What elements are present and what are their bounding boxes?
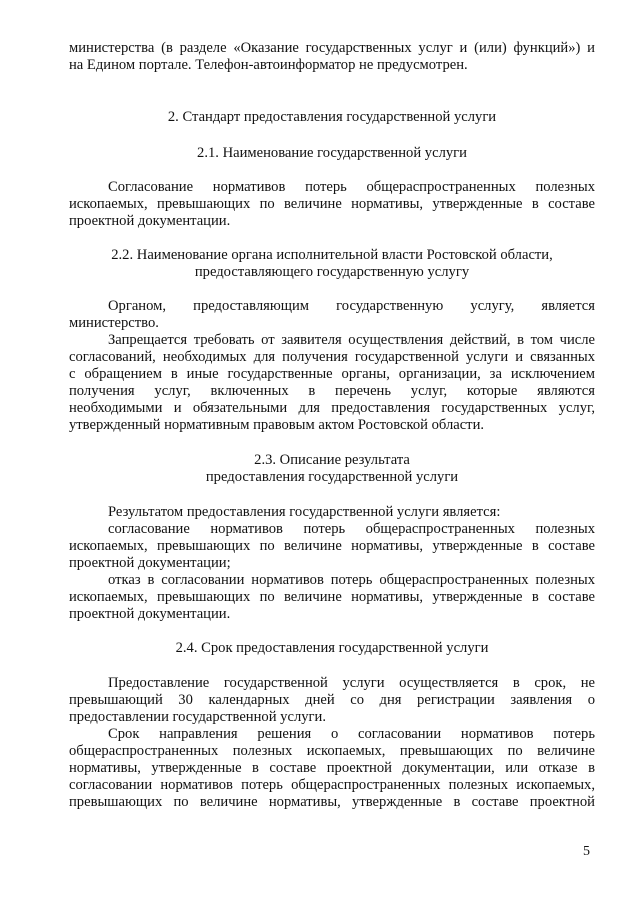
paragraph-line: проектной документации.: [69, 606, 231, 622]
paragraph-line: превышающих по величине нормативы, утвержденные в составе проектной: [69, 794, 595, 810]
section-title: 2. Стандарт предоставления государственной услуги: [167, 109, 497, 125]
page-number: 5: [583, 844, 590, 859]
paragraph-line: Срок направления решения о согласовании нормативов потерь: [108, 726, 595, 742]
paragraph-line: Запрещается требовать от заявителя осуществления действий, в том числе: [108, 332, 595, 348]
subsection-title: 2.2. Наименование органа исполнительной власти Ростовской области,: [111, 247, 553, 263]
paragraph-line: Органом, предоставляющим государственную услугу, является: [108, 298, 595, 314]
paragraph-line: общераспространенных полезных ископаемых, превышающих по величине: [69, 743, 595, 759]
paragraph-line: получения услуг, включенных в перечень услуг, которые являются: [69, 383, 595, 399]
paragraph-line: Результатом предоставления государственной услуги является:: [108, 504, 501, 520]
paragraph-line: ископаемых, превышающих по величине нормативы, утвержденные в составе: [69, 538, 595, 554]
subsection-title: предоставления государственной услуги: [205, 469, 459, 485]
subsection-title: 2.3. Описание результата: [254, 452, 410, 468]
subsection-title: 2.1. Наименование государственной услуги: [197, 145, 467, 161]
paragraph-line: отказ в согласовании нормативов потерь общераспространенных полезных: [108, 572, 595, 588]
paragraph-line: ископаемых, превышающих по величине нормативы, утвержденные в составе: [69, 589, 595, 605]
paragraph-line: превышающий 30 календарных дней со дня регистрации заявления о: [69, 692, 595, 708]
paragraph-line: проектной документации;: [69, 555, 231, 571]
paragraph-line: министерство.: [69, 315, 159, 331]
paragraph-line: Предоставление государственной услуги осуществляется в срок, не: [108, 675, 595, 691]
paragraph-line: предоставлении государственной услуги.: [69, 709, 326, 725]
paragraph-line: проектной документации.: [69, 213, 231, 229]
paragraph-line: нормативы, утвержденные в составе проектной документации, или отказе в: [69, 760, 595, 776]
subsection-title: 2.4. Срок предоставления государственной услуги: [175, 640, 489, 656]
paragraph-line: утвержденный нормативным правовым актом Ростовской области.: [69, 417, 485, 433]
paragraph-line: согласование нормативов потерь общераспространенных полезных: [108, 521, 595, 537]
paragraph-line: согласовании нормативов потерь общераспространенных полезных ископаемых,: [69, 777, 595, 793]
paragraph-line: министерства (в разделе «Оказание государственных услуг и (или) функций») и: [69, 40, 595, 56]
paragraph-line: необходимыми и обязательными для предоставления государственных услуг,: [69, 400, 595, 416]
paragraph-line: Согласование нормативов потерь общераспространенных полезных: [108, 179, 595, 195]
paragraph-line: согласований, необходимых для получения государственной услуги и связанных: [69, 349, 595, 365]
paragraph-line: на Едином портале. Телефон-автоинформатор не предусмотрен.: [69, 57, 468, 73]
paragraph-line: с обращением в иные государственные органы, организации, за исключением: [69, 366, 595, 382]
paragraph-line: ископаемых, превышающих по величине нормативы, утвержденные в составе: [69, 196, 595, 212]
subsection-title: предоставляющего государственную услугу: [194, 264, 470, 280]
